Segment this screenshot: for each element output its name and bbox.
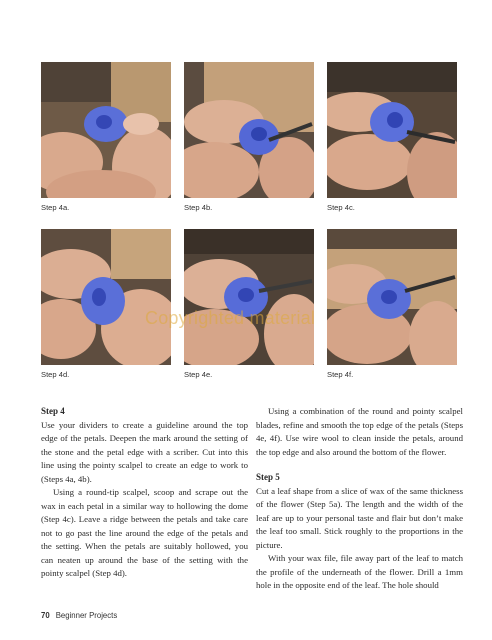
caption-step-4f: Step 4f.	[327, 370, 354, 379]
left-column	[41, 405, 248, 581]
photo-step-4c	[327, 62, 457, 198]
step-4-heading: Step 4	[41, 406, 65, 416]
photo-step-4d	[41, 229, 171, 365]
right-column	[256, 405, 463, 593]
step-5-paragraph-1: Cut a leaf shape from a slice of wax of the same thickness of the flower (Step 5a). The length and the width of the leaf are up to your personal taste and flair but don’t make the leaf too small. Stick roughly to the proportions in the picture.	[256, 485, 463, 550]
caption-step-4c: Step 4c.	[327, 203, 355, 212]
section-title: Beginner Projects	[55, 611, 118, 620]
page-footer	[41, 611, 117, 620]
page-number: 70	[41, 611, 50, 620]
caption-step-4e: Step 4e.	[184, 370, 213, 379]
step-4-paragraph-2: Using a round-tip scalpel, scoop and scrape out the wax in each petal in a similar way to hollowing the dome (Step 4c). Leave a ridge between the petals and take care not to go past the line around the edge of the petals and the setting. When the petals are suitably hollowed, you can neaten up around the base of the setting with the pointy scalpel (Step 4d).	[41, 487, 248, 578]
caption-step-4a: Step 4a.	[41, 203, 70, 212]
photo-step-4b	[184, 62, 314, 198]
step-5-heading: Step 5	[256, 472, 280, 482]
photo-step-4f	[327, 229, 457, 365]
caption-step-4b: Step 4b.	[184, 203, 213, 212]
watermark: Copyrighted material	[145, 308, 316, 328]
step-4-paragraph-3: Using a combination of the round and pointy scalpel blades, refine and smooth the top edge of the petals (Steps 4e, 4f). Use wire wool to clean inside the petals, around the top edge and also around the bottom of the flower.	[256, 406, 463, 457]
step-4-paragraph-1: Use your dividers to create a guideline around the top edge of the petals. Deepen the mark around the setting of the stone and the petal edge with a scriber. Cut into this line using the pointy scalpel to create an edge to work to (Steps 4a, 4b).	[41, 419, 248, 484]
caption-step-4d: Step 4d.	[41, 370, 70, 379]
step-5-paragraph-2: With your wax file, file away part of the leaf to match the profile of the underneath of the flower. Drill a 1mm hole in the opposite end of the leaf. The hole should	[256, 553, 463, 590]
photo-step-4e	[184, 229, 314, 365]
photo-step-4a	[41, 62, 171, 198]
